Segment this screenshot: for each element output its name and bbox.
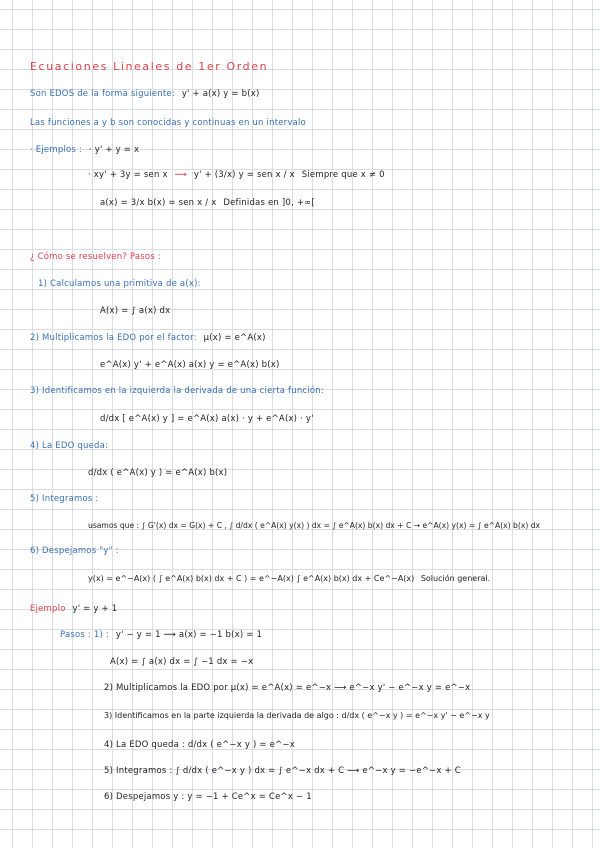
step-4-formula: d/dx ( e^A(x) y ) = e^A(x) b(x)	[88, 468, 228, 478]
examples-label: · Ejemplos :	[30, 145, 82, 155]
step-2-line	[30, 333, 266, 343]
intro-line-2: Las funciones a y b son conocidas y continuas en un intervalo	[30, 118, 306, 128]
step-2-label: 2) Multiplicamos la EDO por el factor:	[30, 333, 197, 343]
step-3-label: 3) Identificamos en la izquierda la derivada de una cierta función:	[30, 386, 324, 396]
example-2-right: y' + (3/x) y = sen x / x	[193, 170, 295, 180]
worked-example-label: Ejemplo	[30, 604, 66, 614]
step-1-formula: A(x) = ∫ a(x) dx	[100, 306, 171, 316]
step-3-formula: d/dx [ e^A(x) y ] = e^A(x) a(x) · y + e^A(x) · y'	[100, 414, 314, 424]
intro-line-1-formula: y' + a(x) y = b(x)	[181, 89, 260, 99]
step-2-factor: μ(x) = e^A(x)	[203, 333, 266, 343]
worked-step-1-line	[60, 630, 262, 640]
step-6-formula: y(x) = e^−A(x) ( ∫ e^A(x) b(x) dx + C ) = e^−A(x) ∫ e^A(x) b(x) dx + Ce^−A(x)	[88, 574, 415, 583]
step-4-label: 4) La EDO queda:	[30, 441, 109, 451]
worked-step-4: 4) La EDO queda : d/dx ( e^−x y ) = e^−x	[104, 740, 295, 750]
example-2-condition: Siempre que x ≠ 0	[301, 170, 385, 180]
worked-steps-label: Pasos : 1) :	[60, 630, 109, 640]
intro-line-1-label: Son EDOS de la forma siguiente:	[30, 89, 175, 99]
worked-step-1b: A(x) = ∫ a(x) dx = ∫ −1 dx = −x	[110, 657, 254, 667]
example-1: · y' + y = x	[88, 145, 140, 155]
step-6-label: 6) Despejamos "y" :	[30, 546, 119, 556]
intro-line-1	[30, 89, 260, 99]
steps-heading: ¿ Cómo se resuelven? Pasos :	[30, 252, 161, 262]
worked-step-5: 5) Integramos : ∫ d/dx ( e^−x y ) dx = ∫ e^−x dx + C ⟶ e^−x y = −e^−x + C	[104, 766, 461, 776]
page-title: Ecuaciones Lineales de 1er Orden	[30, 60, 269, 73]
worked-step-6: 6) Despejamos y : y = −1 + Ce^x = Ce^x − 1	[104, 792, 312, 802]
step-2-formula: e^A(x) y' + e^A(x) a(x) y = e^A(x) b(x)	[100, 360, 280, 370]
example-2-left: · xy' + 3y = sen x	[88, 170, 168, 180]
worked-example-equation: y' = y + 1	[72, 604, 118, 614]
example-2	[88, 170, 385, 180]
example-2-arrow: ⟿	[174, 170, 187, 180]
example-2-definitions	[100, 198, 315, 208]
step-6-note: Solución general.	[420, 574, 491, 583]
examples-label-line	[30, 145, 139, 155]
step-5-label: 5) Integramos :	[30, 494, 99, 504]
worked-step-3: 3) Identificamos en la parte izquierda la derivada de algo : d/dx ( e^−x y ) = e^−x y' − e^−x y	[104, 711, 490, 720]
example-2-domain: Definidas en ]0, +∞[	[223, 198, 315, 208]
worked-step-2: 2) Multiplicamos la EDO por μ(x) = e^A(x) = e^−x ⟶ e^−x y' − e^−x y = e^−x	[104, 683, 471, 693]
worked-step-1: y' − y = 1 ⟿ a(x) = −1 b(x) = 1	[115, 630, 263, 640]
step-5-formula: usamos que : ∫ G'(x) dx = G(x) + C , ∫ d/dx ( e^A(x) y(x) ) dx = ∫ e^A(x) b(x) dx + C → e^A(x) y(x) = ∫ e^A(x) b(x) dx	[88, 521, 541, 530]
example-2-defs: a(x) = 3/x b(x) = sen x / x	[100, 198, 217, 208]
step-1-label: 1) Calculamos una primitiva de a(x):	[38, 279, 201, 289]
step-6-formula-line	[88, 574, 490, 583]
worked-example-line	[30, 604, 117, 614]
